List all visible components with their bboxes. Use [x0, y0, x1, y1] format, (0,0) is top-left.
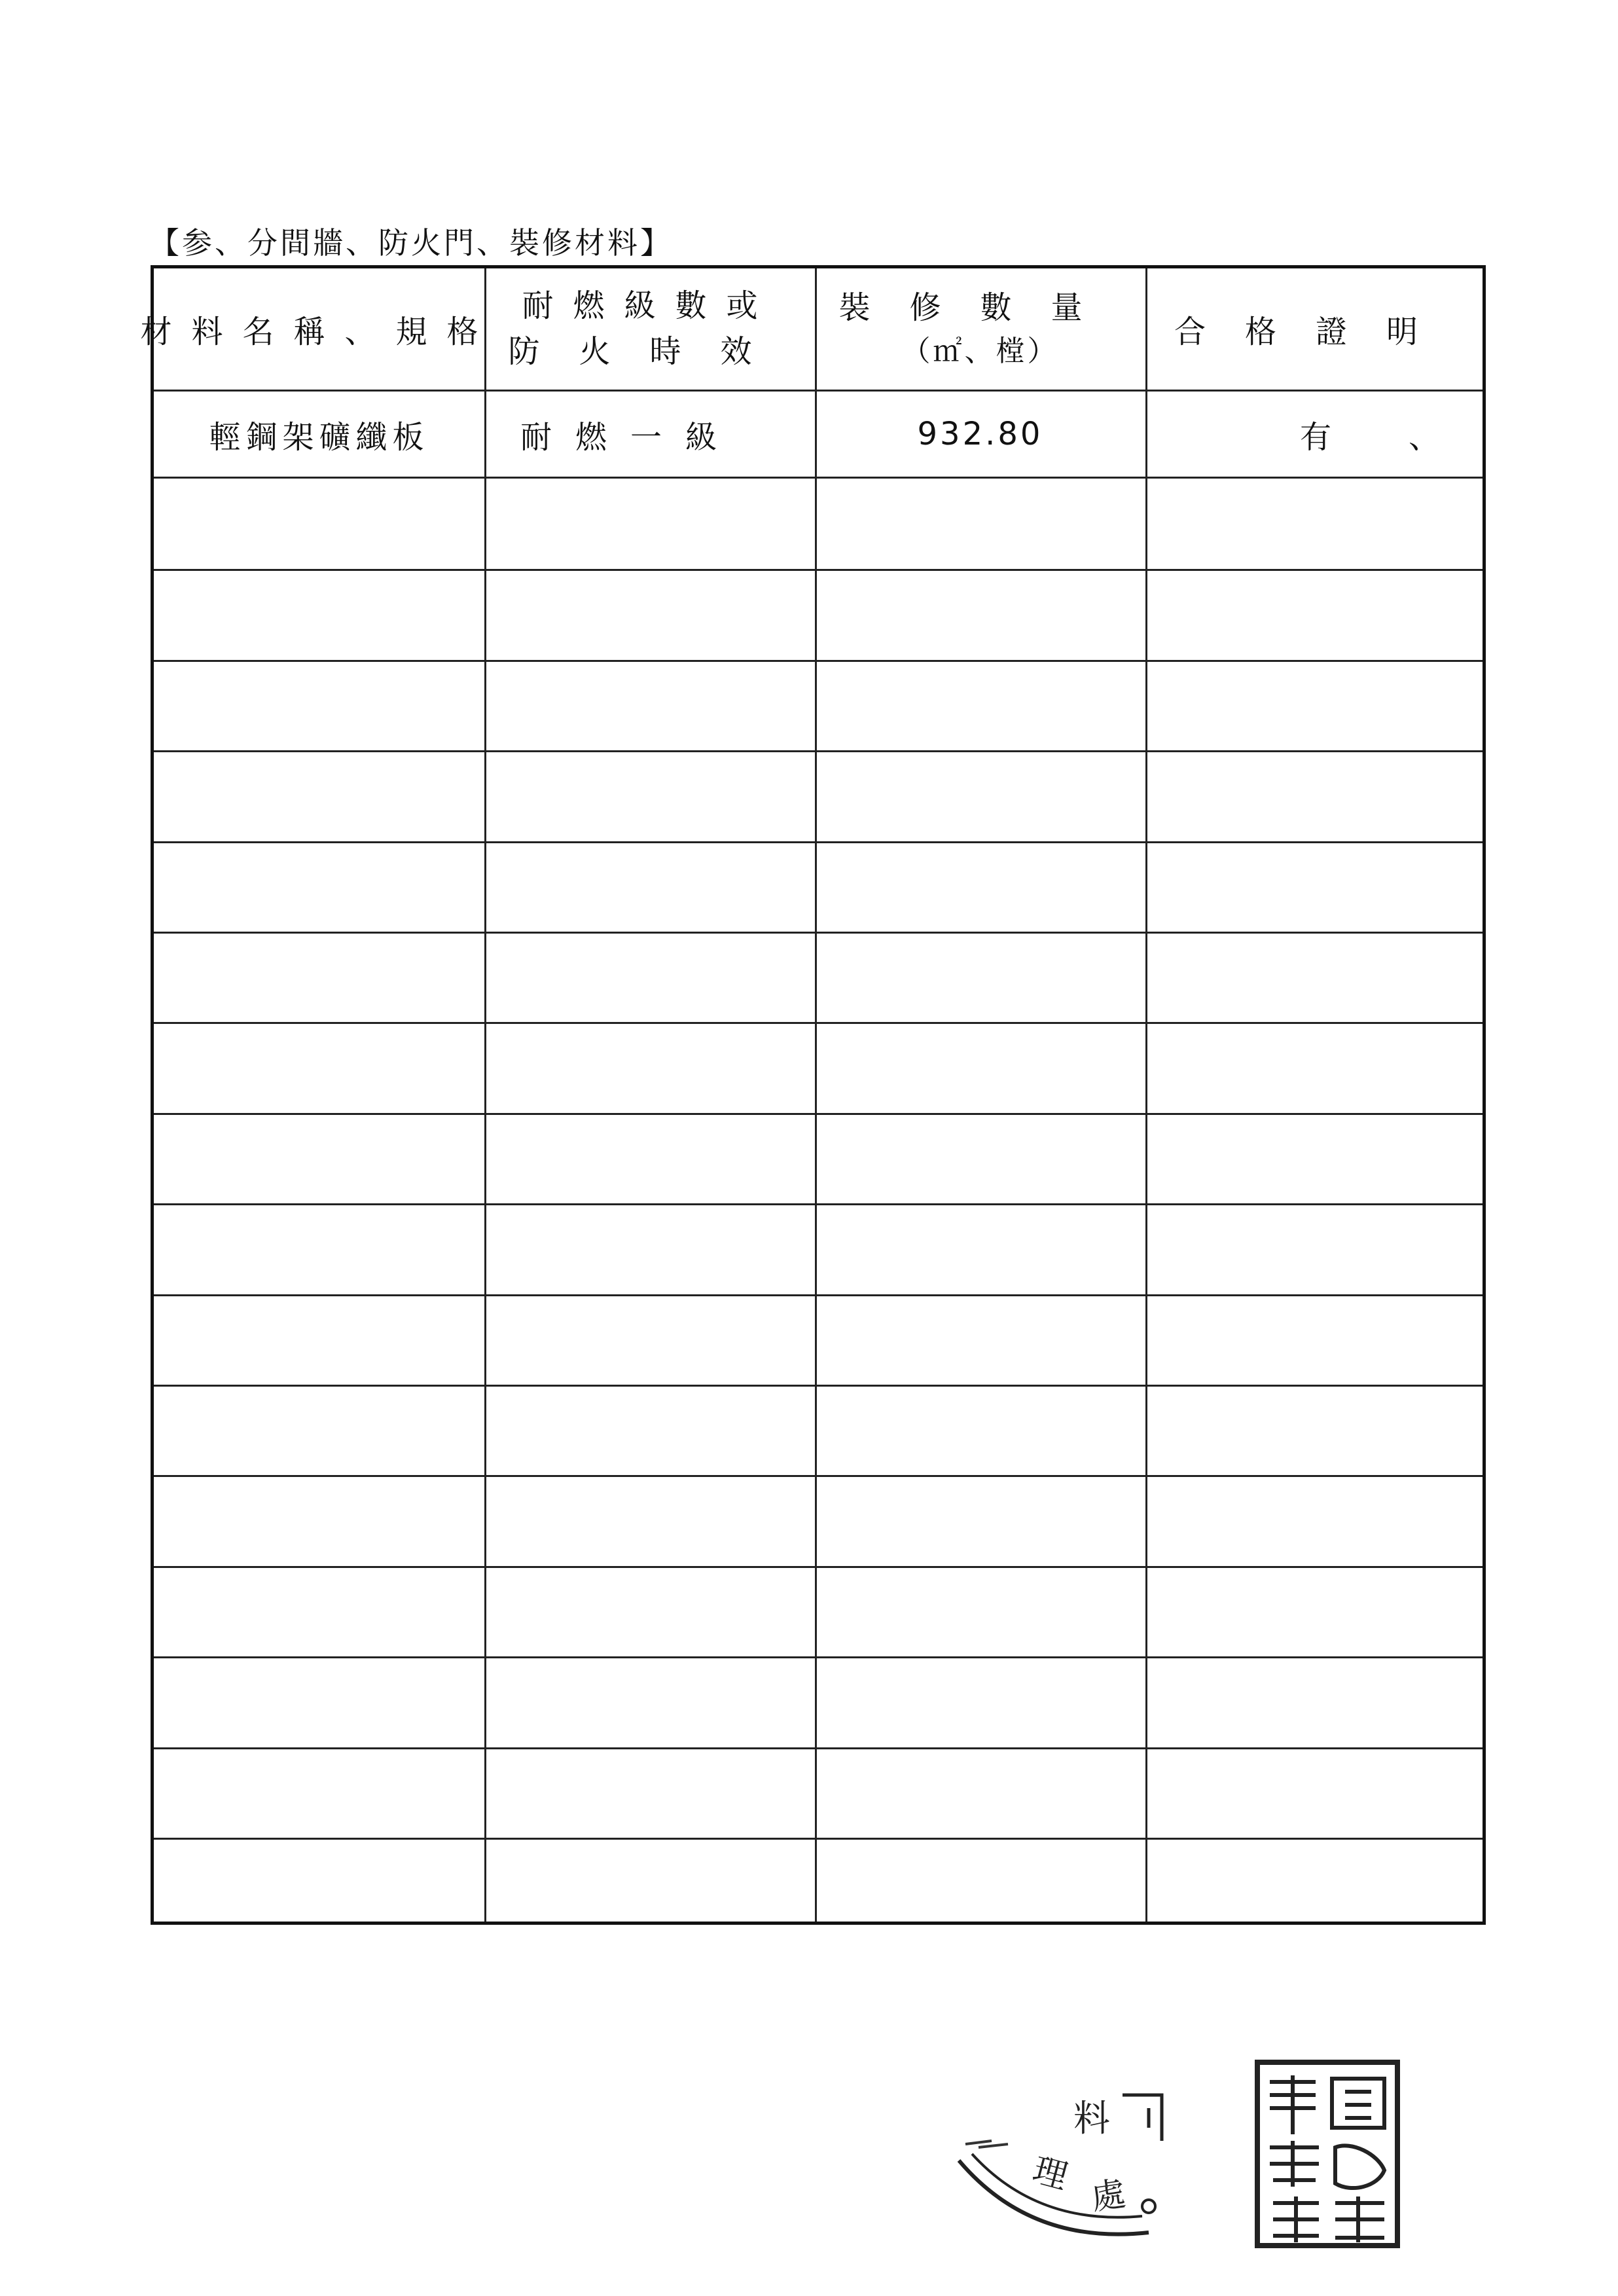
- svg-text:處: 處: [1088, 2174, 1128, 2218]
- round-seal-stamp: [952, 2082, 1188, 2252]
- row-1-quantity: [815, 392, 1145, 477]
- header-material-name: [140, 268, 498, 390]
- row-divider: [154, 1022, 1483, 1024]
- row-1-certificate: [1145, 392, 1486, 477]
- row-1-material-name: [154, 392, 484, 477]
- header-fire-rating: [484, 268, 815, 390]
- header-certificate-label: 合格證明: [1174, 314, 1457, 350]
- header-fire-rating-line2: 防火時效: [508, 333, 791, 370]
- row-divider: [154, 569, 1483, 571]
- row-1-certificate-text: 有: [1299, 418, 1331, 456]
- svg-text:理: 理: [1028, 2150, 1072, 2198]
- row-divider: [154, 477, 1483, 479]
- header-material-name-label: 材料名稱、規格: [140, 314, 498, 350]
- row-1-fire-rating: [484, 392, 815, 477]
- row-divider: [154, 1113, 1483, 1115]
- row-divider: [154, 1385, 1483, 1387]
- square-seal-stamp: [1253, 2056, 1404, 2252]
- section-title: 【参、分間牆、防火門、裝修材料】: [149, 225, 673, 261]
- header-fire-rating-line1: 耐燃級數或: [522, 287, 778, 324]
- svg-text:料: 料: [1073, 2098, 1110, 2140]
- materials-table: [140, 265, 1486, 1925]
- row-divider: [154, 841, 1483, 843]
- row-1-fire-rating-text: 耐燃一級: [520, 418, 741, 456]
- header-quantity-line2: （㎡、樘）: [901, 335, 1059, 369]
- row-divider: [154, 1566, 1483, 1568]
- header-quantity: [815, 268, 1145, 390]
- row-1-material-name-text: 輕鋼架礦纖板: [209, 418, 429, 456]
- column-divider: [484, 268, 486, 1922]
- header-certificate: [1145, 268, 1486, 390]
- row-divider: [154, 1475, 1483, 1477]
- row-1-quantity-text: 932.80: [917, 416, 1043, 452]
- row-divider: [154, 1747, 1483, 1749]
- column-divider: [1145, 268, 1147, 1922]
- row-1-certificate-mark: 、: [1408, 418, 1440, 456]
- row-divider: [154, 1838, 1483, 1840]
- row-divider: [154, 660, 1483, 662]
- row-divider: [154, 932, 1483, 934]
- row-divider: [154, 1294, 1483, 1296]
- header-quantity-line1: 裝修數量: [838, 289, 1122, 326]
- column-divider: [815, 268, 817, 1922]
- row-divider: [154, 1203, 1483, 1205]
- row-divider: [154, 1656, 1483, 1658]
- row-divider: [154, 750, 1483, 752]
